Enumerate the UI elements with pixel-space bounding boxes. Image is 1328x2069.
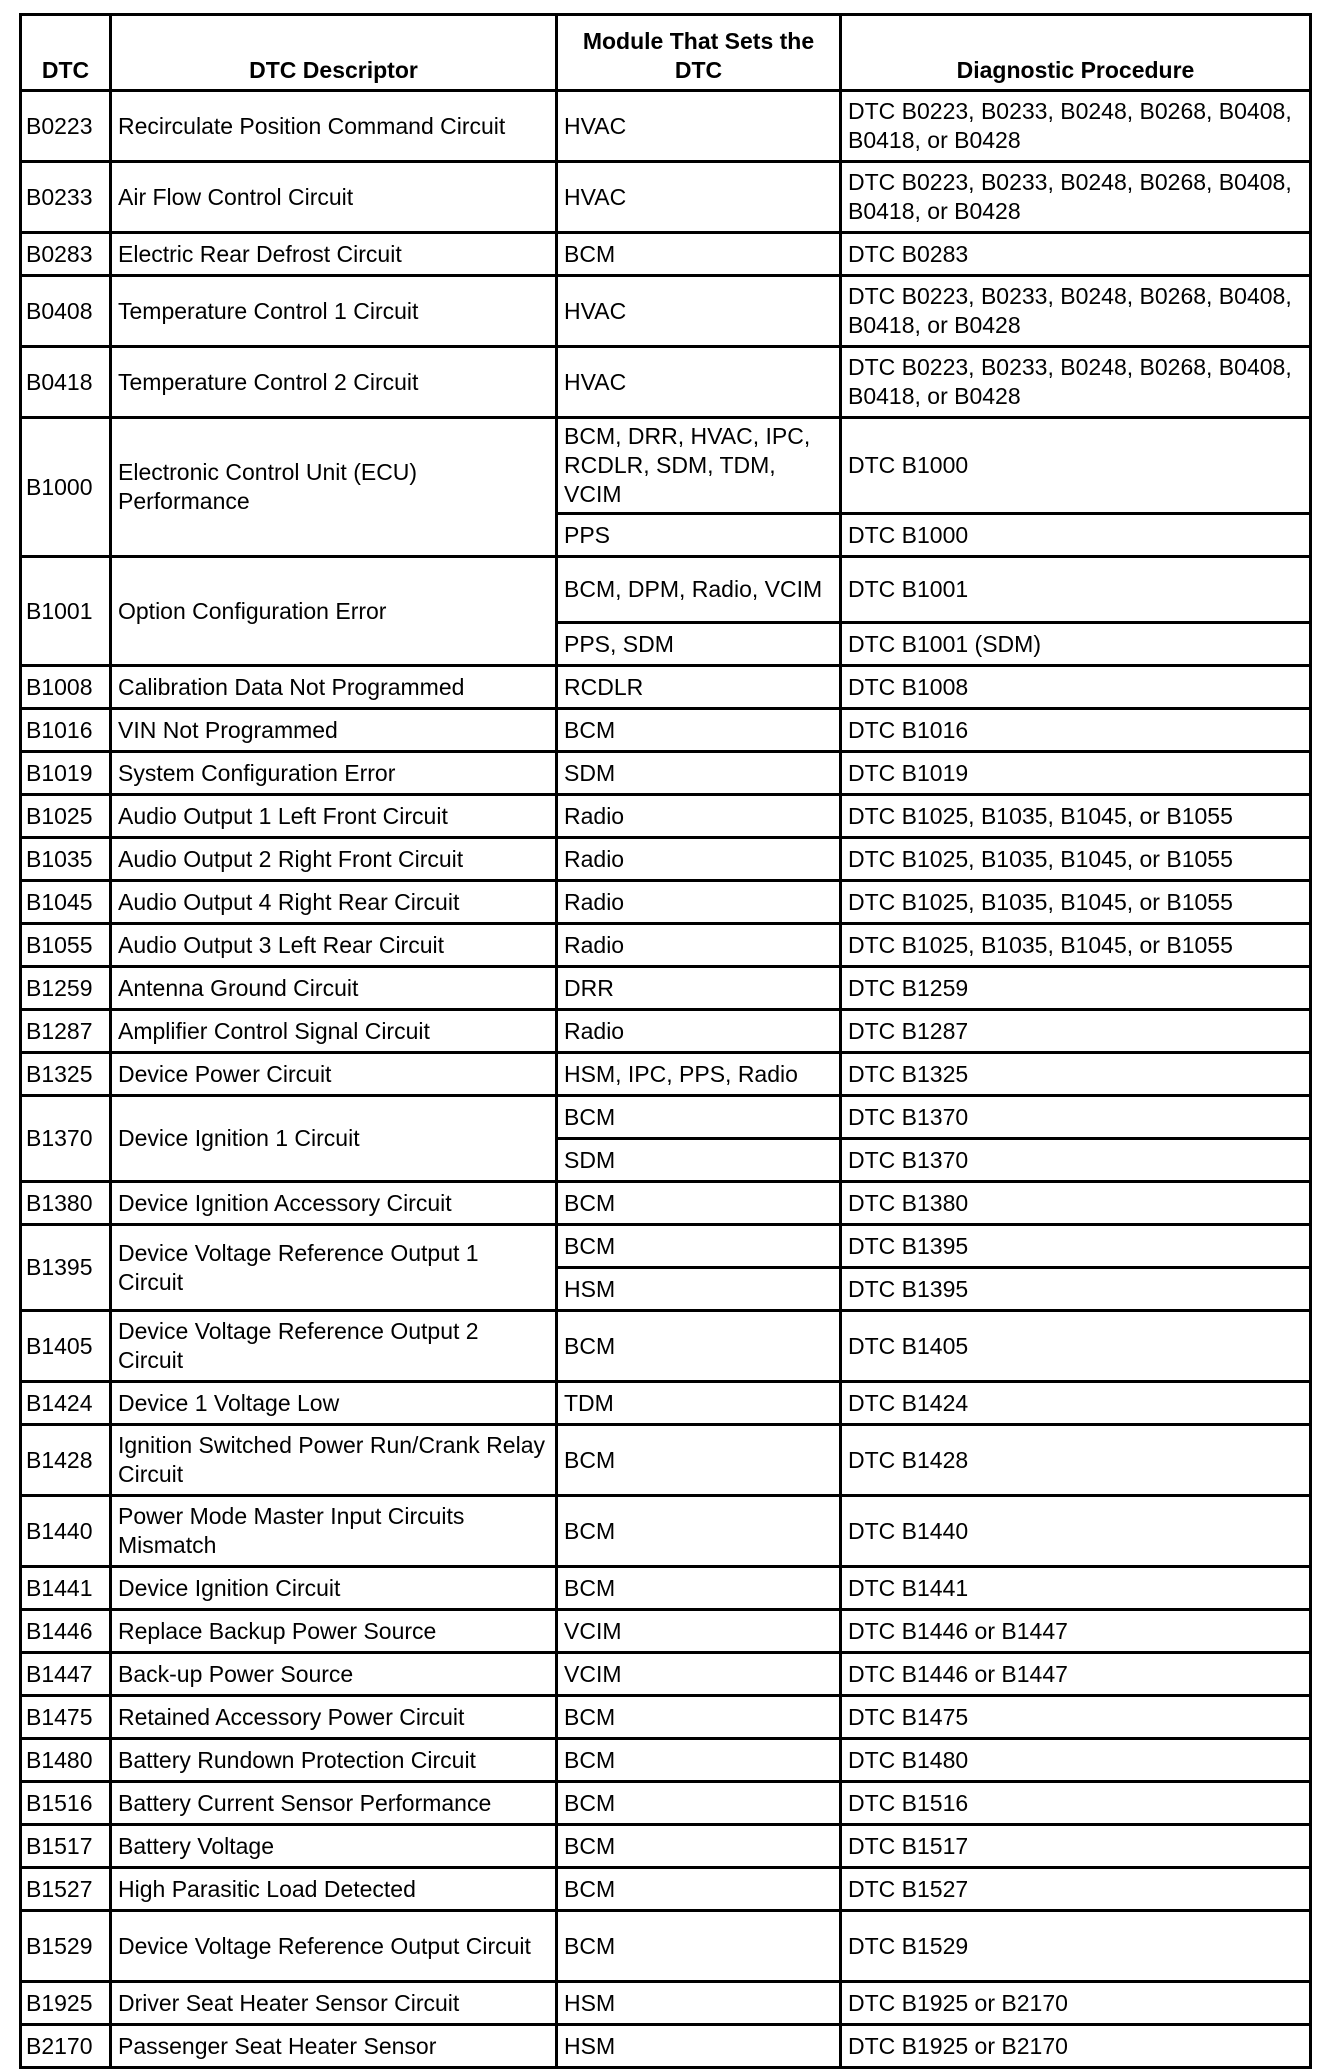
table-row [21, 1225, 1311, 1268]
cell-module: BCM [557, 1868, 841, 1911]
cell-dtc: B1428 [21, 1425, 111, 1496]
cell-dtc: B1001 [21, 557, 111, 666]
cell-module: HVAC [557, 347, 841, 418]
cell-dtc: B1529 [21, 1911, 111, 1982]
cell-dtc: B1019 [21, 752, 111, 795]
cell-descriptor: Electronic Control Unit (ECU) Performance [111, 418, 557, 557]
header-descriptor: DTC Descriptor [111, 15, 557, 91]
cell-procedure: DTC B0223, B0233, B0248, B0268, B0408, B0418, or B0428 [841, 347, 1311, 418]
cell-dtc: B1395 [21, 1225, 111, 1311]
cell-dtc: B1325 [21, 1053, 111, 1096]
cell-descriptor: Calibration Data Not Programmed [111, 666, 557, 709]
cell-procedure: DTC B1925 or B2170 [841, 1982, 1311, 2025]
cell-procedure: DTC B1529 [841, 1911, 1311, 1982]
table-row [21, 1911, 1311, 1982]
cell-dtc: B1025 [21, 795, 111, 838]
cell-dtc: B1446 [21, 1610, 111, 1653]
table-body [21, 91, 1311, 2068]
cell-module: DRR [557, 967, 841, 1010]
cell-dtc: B0283 [21, 233, 111, 276]
cell-dtc: B0223 [21, 91, 111, 162]
cell-module: BCM [557, 1182, 841, 1225]
cell-procedure: DTC B0223, B0233, B0248, B0268, B0408, B0418, or B0428 [841, 162, 1311, 233]
table-row [21, 1782, 1311, 1825]
cell-procedure: DTC B0223, B0233, B0248, B0268, B0408, B0418, or B0428 [841, 276, 1311, 347]
cell-module: BCM [557, 1096, 841, 1139]
cell-descriptor: Passenger Seat Heater Sensor [111, 2025, 557, 2068]
cell-dtc: B1259 [21, 967, 111, 1010]
cell-dtc: B1045 [21, 881, 111, 924]
cell-descriptor: Option Configuration Error [111, 557, 557, 666]
table-row [21, 91, 1311, 162]
header-dtc: DTC [21, 15, 111, 91]
cell-module: HVAC [557, 162, 841, 233]
cell-module: Radio [557, 1010, 841, 1053]
table-row [21, 162, 1311, 233]
cell-procedure: DTC B1001 (SDM) [841, 623, 1311, 666]
cell-module: BCM [557, 1911, 841, 1982]
table-row [21, 1053, 1311, 1096]
cell-dtc: B0418 [21, 347, 111, 418]
cell-descriptor: Audio Output 3 Left Rear Circuit [111, 924, 557, 967]
table-row [21, 1567, 1311, 1610]
table-row [21, 1382, 1311, 1425]
cell-dtc: B1516 [21, 1782, 111, 1825]
cell-descriptor: Back-up Power Source [111, 1653, 557, 1696]
cell-descriptor: Device Power Circuit [111, 1053, 557, 1096]
cell-procedure: DTC B0223, B0233, B0248, B0268, B0408, B0418, or B0428 [841, 91, 1311, 162]
cell-module: Radio [557, 924, 841, 967]
table-row [21, 967, 1311, 1010]
cell-module: HVAC [557, 91, 841, 162]
cell-module: BCM [557, 1739, 841, 1782]
table-row [21, 1868, 1311, 1911]
cell-dtc: B1380 [21, 1182, 111, 1225]
cell-procedure: DTC B1259 [841, 967, 1311, 1010]
cell-descriptor: Air Flow Control Circuit [111, 162, 557, 233]
cell-descriptor: Temperature Control 2 Circuit [111, 347, 557, 418]
cell-procedure: DTC B1025, B1035, B1045, or B1055 [841, 881, 1311, 924]
cell-descriptor: Device Ignition 1 Circuit [111, 1096, 557, 1182]
cell-module: HSM [557, 2025, 841, 2068]
table-row [21, 1610, 1311, 1653]
cell-descriptor: System Configuration Error [111, 752, 557, 795]
cell-dtc: B1440 [21, 1496, 111, 1567]
cell-descriptor: Ignition Switched Power Run/Crank Relay Circuit [111, 1425, 557, 1496]
cell-procedure: DTC B1380 [841, 1182, 1311, 1225]
cell-module: BCM [557, 1225, 841, 1268]
cell-procedure: DTC B1016 [841, 709, 1311, 752]
cell-dtc: B2170 [21, 2025, 111, 2068]
cell-descriptor: VIN Not Programmed [111, 709, 557, 752]
cell-module: BCM [557, 233, 841, 276]
cell-module: BCM, DPM, Radio, VCIM [557, 557, 841, 623]
cell-procedure: DTC B1446 or B1447 [841, 1610, 1311, 1653]
cell-module: HSM [557, 1268, 841, 1311]
cell-procedure: DTC B1405 [841, 1311, 1311, 1382]
cell-dtc: B0408 [21, 276, 111, 347]
cell-module: VCIM [557, 1610, 841, 1653]
cell-procedure: DTC B1475 [841, 1696, 1311, 1739]
cell-module: RCDLR [557, 666, 841, 709]
cell-procedure: DTC B1925 or B2170 [841, 2025, 1311, 2068]
header-row [21, 15, 1311, 91]
cell-procedure: DTC B1428 [841, 1425, 1311, 1496]
cell-descriptor: Battery Current Sensor Performance [111, 1782, 557, 1825]
table-row [21, 752, 1311, 795]
cell-dtc: B1441 [21, 1567, 111, 1610]
table-row [21, 1653, 1311, 1696]
cell-dtc: B0233 [21, 162, 111, 233]
cell-procedure: DTC B1025, B1035, B1045, or B1055 [841, 838, 1311, 881]
cell-procedure: DTC B1516 [841, 1782, 1311, 1825]
cell-module: Radio [557, 838, 841, 881]
cell-module: BCM [557, 1311, 841, 1382]
table-row [21, 1739, 1311, 1782]
cell-descriptor: Recirculate Position Command Circuit [111, 91, 557, 162]
table-row [21, 233, 1311, 276]
cell-procedure: DTC B1370 [841, 1139, 1311, 1182]
cell-descriptor: Audio Output 4 Right Rear Circuit [111, 881, 557, 924]
cell-procedure: DTC B1025, B1035, B1045, or B1055 [841, 795, 1311, 838]
cell-dtc: B1035 [21, 838, 111, 881]
cell-module: Radio [557, 795, 841, 838]
cell-descriptor: Device 1 Voltage Low [111, 1382, 557, 1425]
cell-module: PPS, SDM [557, 623, 841, 666]
cell-descriptor: Antenna Ground Circuit [111, 967, 557, 1010]
cell-dtc: B1480 [21, 1739, 111, 1782]
cell-procedure: DTC B1527 [841, 1868, 1311, 1911]
cell-procedure: DTC B1000 [841, 514, 1311, 557]
cell-dtc: B1925 [21, 1982, 111, 2025]
cell-procedure: DTC B1008 [841, 666, 1311, 709]
table-row [21, 924, 1311, 967]
cell-descriptor: Device Ignition Accessory Circuit [111, 1182, 557, 1225]
cell-procedure: DTC B1325 [841, 1053, 1311, 1096]
cell-module: HVAC [557, 276, 841, 347]
cell-procedure: DTC B1025, B1035, B1045, or B1055 [841, 924, 1311, 967]
cell-procedure: DTC B1370 [841, 1096, 1311, 1139]
cell-module: VCIM [557, 1653, 841, 1696]
dtc-table [19, 13, 1312, 2069]
cell-procedure: DTC B1480 [841, 1739, 1311, 1782]
table-row [21, 1311, 1311, 1382]
cell-descriptor: Device Voltage Reference Output Circuit [111, 1911, 557, 1982]
cell-module: HSM, IPC, PPS, Radio [557, 1053, 841, 1096]
cell-descriptor: Device Ignition Circuit [111, 1567, 557, 1610]
cell-module: BCM [557, 1425, 841, 1496]
cell-dtc: B1527 [21, 1868, 111, 1911]
cell-module: SDM [557, 1139, 841, 1182]
cell-descriptor: Device Voltage Reference Output 1 Circuit [111, 1225, 557, 1311]
cell-module: BCM [557, 1567, 841, 1610]
cell-module: SDM [557, 752, 841, 795]
cell-descriptor: Driver Seat Heater Sensor Circuit [111, 1982, 557, 2025]
cell-procedure: DTC B1019 [841, 752, 1311, 795]
table-row [21, 1696, 1311, 1739]
cell-dtc: B1405 [21, 1311, 111, 1382]
cell-descriptor: Audio Output 2 Right Front Circuit [111, 838, 557, 881]
table-row [21, 2025, 1311, 2068]
cell-procedure: DTC B1424 [841, 1382, 1311, 1425]
cell-module: BCM [557, 1496, 841, 1567]
cell-module: BCM [557, 1696, 841, 1739]
cell-module: HSM [557, 1982, 841, 2025]
cell-module: BCM [557, 1825, 841, 1868]
cell-procedure: DTC B1517 [841, 1825, 1311, 1868]
cell-procedure: DTC B1440 [841, 1496, 1311, 1567]
table-row [21, 838, 1311, 881]
cell-procedure: DTC B1000 [841, 418, 1311, 514]
cell-dtc: B1287 [21, 1010, 111, 1053]
cell-descriptor: High Parasitic Load Detected [111, 1868, 557, 1911]
cell-descriptor: Temperature Control 1 Circuit [111, 276, 557, 347]
header-module: Module That Sets the DTC [557, 15, 841, 91]
cell-descriptor: Power Mode Master Input Circuits Mismatch [111, 1496, 557, 1567]
table-row [21, 666, 1311, 709]
cell-procedure: DTC B1001 [841, 557, 1311, 623]
cell-descriptor: Electric Rear Defrost Circuit [111, 233, 557, 276]
table-row [21, 557, 1311, 623]
cell-descriptor: Replace Backup Power Source [111, 1610, 557, 1653]
cell-procedure: DTC B1441 [841, 1567, 1311, 1610]
cell-module: BCM, DRR, HVAC, IPC, RCDLR, SDM, TDM, VCIM [557, 418, 841, 514]
table-row [21, 881, 1311, 924]
cell-module: BCM [557, 1782, 841, 1825]
cell-descriptor: Device Voltage Reference Output 2 Circuit [111, 1311, 557, 1382]
cell-dtc: B1447 [21, 1653, 111, 1696]
cell-dtc: B1517 [21, 1825, 111, 1868]
cell-module: TDM [557, 1382, 841, 1425]
table-row [21, 1982, 1311, 2025]
cell-module: PPS [557, 514, 841, 557]
cell-dtc: B1475 [21, 1696, 111, 1739]
cell-dtc: B1424 [21, 1382, 111, 1425]
cell-descriptor: Audio Output 1 Left Front Circuit [111, 795, 557, 838]
cell-procedure: DTC B0283 [841, 233, 1311, 276]
table-row [21, 1496, 1311, 1567]
table-row [21, 709, 1311, 752]
table-row [21, 1010, 1311, 1053]
cell-dtc: B1000 [21, 418, 111, 557]
table-row [21, 1182, 1311, 1225]
table-row [21, 347, 1311, 418]
cell-descriptor: Battery Rundown Protection Circuit [111, 1739, 557, 1782]
table-row [21, 1096, 1311, 1139]
cell-procedure: DTC B1395 [841, 1268, 1311, 1311]
cell-descriptor: Amplifier Control Signal Circuit [111, 1010, 557, 1053]
cell-dtc: B1008 [21, 666, 111, 709]
cell-module: BCM [557, 709, 841, 752]
table-row [21, 276, 1311, 347]
cell-dtc: B1370 [21, 1096, 111, 1182]
cell-procedure: DTC B1446 or B1447 [841, 1653, 1311, 1696]
cell-descriptor: Battery Voltage [111, 1825, 557, 1868]
cell-procedure: DTC B1395 [841, 1225, 1311, 1268]
table-row [21, 1825, 1311, 1868]
cell-dtc: B1016 [21, 709, 111, 752]
cell-procedure: DTC B1287 [841, 1010, 1311, 1053]
cell-descriptor: Retained Accessory Power Circuit [111, 1696, 557, 1739]
table-row [21, 795, 1311, 838]
table-row [21, 418, 1311, 514]
cell-module: Radio [557, 881, 841, 924]
cell-dtc: B1055 [21, 924, 111, 967]
header-procedure: Diagnostic Procedure [841, 15, 1311, 91]
table-row [21, 1425, 1311, 1496]
